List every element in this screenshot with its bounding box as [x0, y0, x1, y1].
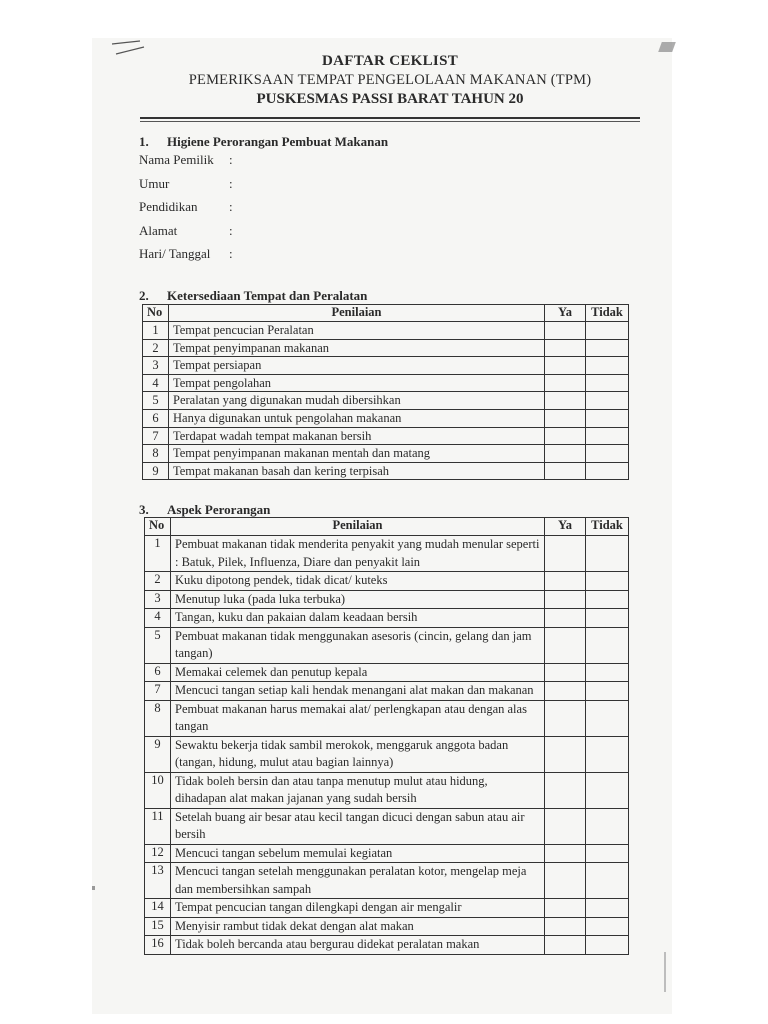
yes-check-cell[interactable] — [545, 322, 586, 340]
yes-check-cell[interactable] — [545, 627, 586, 663]
row-number: 2 — [145, 572, 171, 591]
yes-check-cell[interactable] — [545, 682, 586, 701]
no-check-cell[interactable] — [586, 700, 629, 736]
row-number: 8 — [145, 700, 171, 736]
row-number: 9 — [143, 462, 169, 480]
table-row — [145, 572, 629, 591]
yes-check-cell[interactable] — [545, 808, 586, 844]
row-criterion: Tempat pengolahan — [169, 374, 545, 392]
row-number: 13 — [145, 863, 171, 899]
yes-check-cell[interactable] — [545, 590, 586, 609]
field-label: Nama Pemilik — [139, 152, 214, 167]
row-number: 4 — [145, 609, 171, 628]
row-number: 5 — [143, 392, 169, 410]
row-number: 3 — [143, 357, 169, 375]
field-label: Umur — [139, 175, 170, 191]
row-criterion: Tempat penyimpanan makanan mentah dan matang — [169, 445, 545, 463]
row-criterion: Tempat persiapan — [169, 357, 545, 375]
row-criterion: Mencuci tangan setelah menggunakan peralatan kotor, mengelap meja dan membersihkan sampah — [171, 863, 545, 899]
table-row — [145, 736, 629, 772]
table-row — [143, 357, 629, 375]
scan-mark — [658, 42, 676, 52]
no-check-cell[interactable] — [586, 772, 629, 808]
no-check-cell[interactable] — [586, 445, 629, 463]
section2-number: 2. — [139, 288, 149, 303]
table-row — [143, 427, 629, 445]
row-criterion: Tempat pencucian Peralatan — [169, 322, 545, 340]
field-colon: : — [229, 175, 233, 191]
field-label: Alamat — [139, 222, 178, 238]
header-rule-thick — [140, 117, 640, 119]
no-check-cell[interactable] — [586, 590, 629, 609]
document-subtitle: PEMERIKSAAN TEMPAT PENGELOLAAN MAKANAN (TPM) — [188, 72, 592, 88]
no-check-cell[interactable] — [586, 917, 629, 936]
table-row — [145, 863, 629, 899]
row-criterion: Menyisir rambut tidak dekat dengan alat makan — [171, 917, 545, 936]
row-number: 1 — [145, 536, 171, 572]
no-check-cell[interactable] — [586, 899, 629, 918]
facility-checklist-table — [142, 304, 629, 480]
row-criterion: Sewaktu bekerja tidak sambil merokok, menggaruk anggota badan (tangan, hidung, mulut atau bagian lainnya) — [171, 736, 545, 772]
no-check-cell[interactable] — [586, 339, 629, 357]
row-number: 11 — [145, 808, 171, 844]
field-label: Pendidikan — [139, 199, 198, 214]
no-check-cell[interactable] — [586, 682, 629, 701]
table-row — [145, 917, 629, 936]
yes-check-cell[interactable] — [545, 374, 586, 392]
yes-check-cell[interactable] — [545, 863, 586, 899]
no-check-cell[interactable] — [586, 357, 629, 375]
row-criterion: Pembuat makanan harus memakai alat/ perlengkapan atau dengan alas tangan — [171, 700, 545, 736]
table-row — [145, 899, 629, 918]
table-row — [145, 772, 629, 808]
table-row — [145, 536, 629, 572]
table-row — [145, 609, 629, 628]
row-number: 2 — [143, 339, 169, 357]
no-check-cell[interactable] — [586, 462, 629, 480]
row-number: 16 — [145, 936, 171, 955]
yes-check-cell[interactable] — [545, 339, 586, 357]
yes-check-cell[interactable] — [545, 462, 586, 480]
section3-number: 3. — [139, 502, 149, 517]
yes-check-cell[interactable] — [545, 899, 586, 918]
row-criterion: Pembuat makanan tidak menderita penyakit yang mudah menular seperti : Batuk, Pilek, Influenza, Diare dan penyakit lain — [171, 536, 545, 572]
table-row — [145, 663, 629, 682]
table-row — [143, 462, 629, 480]
yes-check-cell[interactable] — [545, 357, 586, 375]
field-colon: : — [229, 152, 233, 167]
row-criterion: Mencuci tangan setiap kali hendak menangani alat makan dan makanan — [171, 682, 545, 701]
row-criterion: Tempat penyimpanan makanan — [169, 339, 545, 357]
yes-check-cell[interactable] — [545, 936, 586, 955]
document-title: DAFTAR CEKLIST — [321, 53, 459, 69]
field-colon: : — [229, 222, 233, 238]
no-check-cell[interactable] — [586, 427, 629, 445]
row-number: 4 — [143, 374, 169, 392]
section2-heading — [139, 288, 367, 304]
row-number: 15 — [145, 917, 171, 936]
col-no-header: No — [143, 305, 169, 322]
row-criterion: Pembuat makanan tidak menggunakan asesoris (cincin, gelang dan jam tangan) — [171, 627, 545, 663]
row-number: 7 — [145, 682, 171, 701]
row-criterion: Kuku dipotong pendek, tidak dicat/ kuteks — [171, 572, 545, 591]
yes-check-cell[interactable] — [545, 409, 586, 427]
row-number: 12 — [145, 844, 171, 863]
yes-check-cell[interactable] — [545, 772, 586, 808]
table-row — [145, 682, 629, 701]
field-colon: : — [229, 246, 233, 261]
row-number: 9 — [145, 736, 171, 772]
table-row — [145, 844, 629, 863]
yes-check-cell[interactable] — [545, 572, 586, 591]
section3-title: Aspek Perorangan — [167, 502, 271, 517]
row-criterion: Hanya digunakan untuk pengolahan makanan — [169, 409, 545, 427]
row-number: 3 — [145, 590, 171, 609]
row-criterion: Peralatan yang digunakan mudah dibersihkan — [169, 392, 545, 410]
section1-heading — [139, 134, 388, 150]
table-row — [145, 700, 629, 736]
table-row — [143, 339, 629, 357]
table-row — [145, 936, 629, 955]
col-yes-header: Ya — [545, 305, 586, 322]
no-check-cell[interactable] — [586, 863, 629, 899]
personal-aspect-table — [144, 517, 629, 955]
row-criterion: Setelah buang air besar atau kecil tangan dicuci dengan sabun atau air bersih — [171, 808, 545, 844]
row-criterion: Tidak boleh bersin dan atau tanpa menutup mulut atau hidung, dihadapan alat makan jajanan yang sudah bersih — [171, 772, 545, 808]
row-number: 8 — [143, 445, 169, 463]
scan-speck — [92, 886, 95, 890]
yes-check-cell[interactable] — [545, 663, 586, 682]
section3-heading — [139, 502, 270, 518]
yes-check-cell[interactable] — [545, 700, 586, 736]
col-yes-header: Ya — [545, 518, 586, 536]
yes-check-cell[interactable] — [545, 392, 586, 410]
table-row — [145, 808, 629, 844]
no-check-cell[interactable] — [586, 392, 629, 410]
table-row — [143, 322, 629, 340]
row-criterion: Tidak boleh bercanda atau bergurau didekat peralatan makan — [171, 936, 545, 955]
no-check-cell[interactable] — [586, 322, 629, 340]
section1-title: Higiene Perorangan Pembuat Makanan — [167, 134, 389, 149]
row-criterion: Tempat pencucian tangan dilengkapi dengan air mengalir — [171, 899, 545, 918]
row-criterion: Menutup luka (pada luka terbuka) — [171, 590, 545, 609]
row-criterion: Tempat makanan basah dan kering terpisah — [169, 462, 545, 480]
no-check-cell[interactable] — [586, 409, 629, 427]
yes-check-cell[interactable] — [545, 917, 586, 936]
table-row — [145, 590, 629, 609]
row-number: 6 — [143, 409, 169, 427]
row-criterion: Mencuci tangan sebelum memulai kegiatan — [171, 844, 545, 863]
row-number: 10 — [145, 772, 171, 808]
no-check-cell[interactable] — [586, 374, 629, 392]
row-number: 14 — [145, 899, 171, 918]
row-criterion: Tangan, kuku dan pakaian dalam keadaan bersih — [171, 609, 545, 628]
header-rule-thin — [140, 121, 640, 122]
table-row — [143, 392, 629, 410]
no-check-cell[interactable] — [586, 808, 629, 844]
no-check-cell[interactable] — [586, 736, 629, 772]
no-check-cell[interactable] — [586, 936, 629, 955]
col-criterion-header: Penilaian — [171, 518, 545, 536]
no-check-cell[interactable] — [586, 663, 629, 682]
col-criterion-header: Penilaian — [169, 305, 545, 322]
field-label: Hari/ Tanggal — [139, 246, 211, 261]
yes-check-cell[interactable] — [545, 609, 586, 628]
no-check-cell[interactable] — [586, 844, 629, 863]
section2-title: Ketersediaan Tempat dan Peralatan — [167, 288, 368, 303]
row-criterion: Memakai celemek dan penutup kepala — [171, 663, 545, 682]
col-no-answer-header: Tidak — [586, 305, 629, 322]
row-number: 1 — [143, 322, 169, 340]
col-no-header: No — [145, 518, 171, 536]
document-header — [140, 52, 640, 109]
yes-check-cell[interactable] — [545, 445, 586, 463]
no-check-cell[interactable] — [586, 609, 629, 628]
yes-check-cell[interactable] — [545, 427, 586, 445]
scan-edge-mark — [664, 952, 666, 992]
no-check-cell[interactable] — [586, 572, 629, 591]
row-number: 6 — [145, 663, 171, 682]
table-row — [143, 445, 629, 463]
table-row — [143, 374, 629, 392]
field-colon: : — [229, 199, 233, 214]
row-number: 7 — [143, 427, 169, 445]
section1-number: 1. — [139, 134, 149, 149]
table-row — [143, 409, 629, 427]
yes-check-cell[interactable] — [545, 844, 586, 863]
no-check-cell[interactable] — [586, 627, 629, 663]
row-criterion: Terdapat wadah tempat makanan bersih — [169, 427, 545, 445]
institution-name: PUSKESMAS PASSI BARAT TAHUN 20 — [256, 91, 524, 107]
table-row — [145, 627, 629, 663]
yes-check-cell[interactable] — [545, 736, 586, 772]
no-check-cell[interactable] — [586, 536, 629, 572]
row-number: 5 — [145, 627, 171, 663]
yes-check-cell[interactable] — [545, 536, 586, 572]
col-no-answer-header: Tidak — [586, 518, 629, 536]
